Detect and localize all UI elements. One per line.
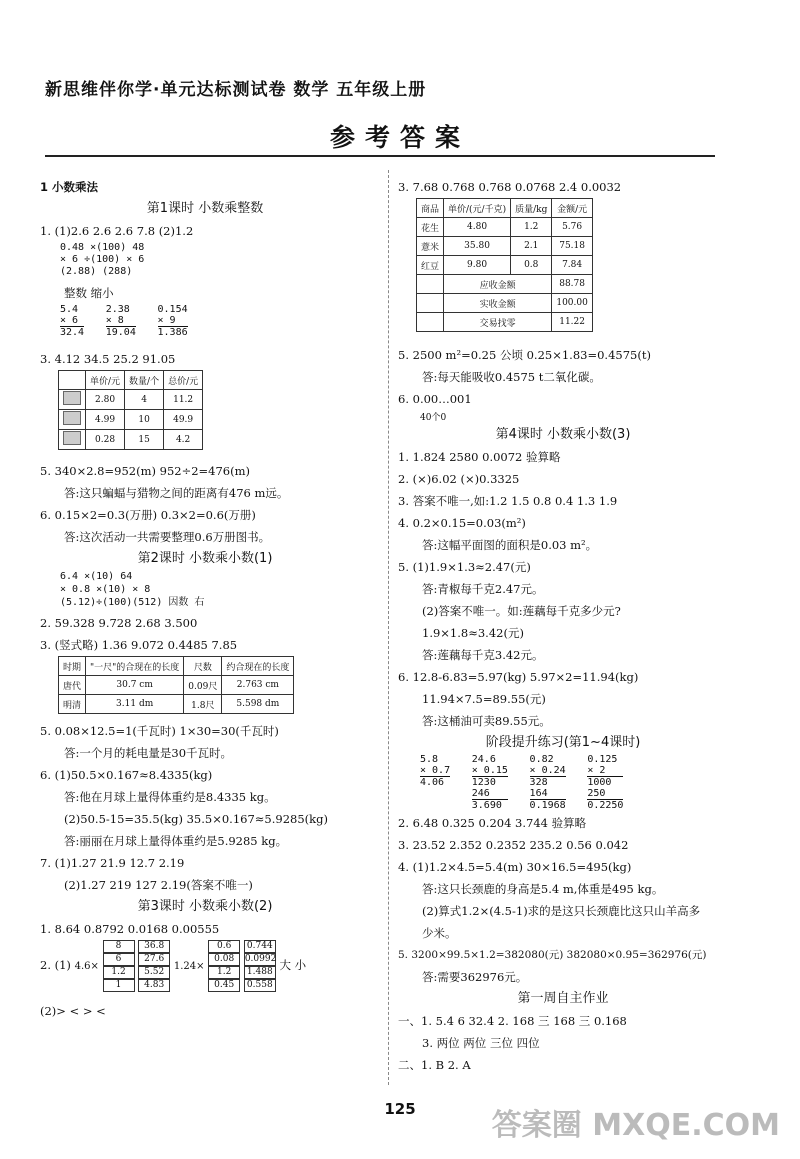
answer-line: (2)算式1.2×(4.5-1)求的是这只长颈鹿比这只山羊高多 — [422, 904, 701, 918]
price-table-wrap — [40, 370, 370, 460]
answer-line: 3. 7.68 0.768 0.768 0.0768 2.4 0.0032 — [398, 180, 622, 194]
answer-line: 5. 0.08×12.5=1(千瓦时) 1×30=30(千瓦时) — [40, 724, 279, 738]
section-week1: 第一周自主作业 — [517, 991, 609, 1006]
answer-line: 答:青椒每千克2.47元。 — [422, 582, 544, 596]
answer-line: 2. (×)6.02 (×)0.3325 — [398, 472, 520, 486]
item-icon — [63, 391, 81, 405]
answer-line: 答:一个月的耗电量是30千瓦时。 — [64, 746, 233, 760]
calc-line: (2.88) (288) — [60, 266, 133, 277]
answer-line: 答:需要362976元。 — [422, 970, 528, 984]
answer-line: 答:这只长颈鹿的身高是5.4 m,体重是495 kg。 — [422, 882, 664, 896]
section-lesson2: 第2课时 小数乘小数(1) — [137, 551, 273, 566]
answer-text: 大 小 — [279, 958, 307, 972]
unit-heading: 1 小数乘法 — [40, 180, 99, 194]
page-title: 参考答案 — [329, 123, 470, 152]
answer-line: 整数 缩小 — [64, 286, 114, 300]
header-rule — [45, 155, 715, 157]
ruler-table: 时期 "一尺"的合现在的长度 尺数 约合现在的长度 唐代 30.7 cm 0.09尺 2.763 cm 明清 3.11 dm 1.8尺 5.598 dm — [58, 656, 294, 714]
answer-line: 5. 3200×99.5×1.2=382080(元) 382080×0.95=362976(元) — [398, 949, 707, 961]
answer-line: 3. 两位 两位 三位 四位 — [422, 1036, 540, 1050]
answer-line: 11.94×7.5=89.55(元) — [422, 692, 546, 706]
answer-line: 2. 6.48 0.325 0.204 3.744 验算略 — [398, 816, 587, 830]
calc-row — [398, 754, 728, 812]
multiplier-label: 4.6× — [74, 961, 99, 972]
answer-line: 1. (1)2.6 2.6 2.6 7.8 (2)1.2 — [40, 224, 194, 238]
output-boxes: 36.8 27.6 5.52 4.83 — [138, 940, 170, 992]
grocery-table: 商品 单价/(元/千克) 质量/kg 金额/元 花生 4.80 1.2 5.76 薏米 35.80 2.1 75.18 红豆 9.80 0.8 7.84 应收金额 88.78 实收金额 100.00 交易找零 11.22 — [416, 198, 593, 332]
answer-line: 答:这次活动一共需要整理0.6万册图书。 — [64, 530, 271, 544]
vertical-calc: 5.8 × 0.7 4.06 — [420, 754, 451, 788]
column-divider — [388, 170, 389, 1085]
answer-line: 1.9×1.8≈3.42(元) — [422, 626, 524, 640]
calc-line: × 6 ÷(100) × 6 — [60, 254, 145, 265]
answer-line: 4. (1)1.2×4.5=5.4(m) 30×16.5=495(kg) — [398, 860, 632, 874]
answer-line: 3. (竖式略) 1.36 9.072 0.4485 7.85 — [40, 638, 238, 652]
multiplier-label: 1.24× — [173, 961, 205, 972]
answer-line: 一、1. 5.4 6 32.4 2. 168 三 168 三 0.168 — [398, 1014, 627, 1028]
answer-line: 5. 2500 m²=0.25 公顷 0.25×1.83=0.4575(t) — [398, 348, 651, 362]
book-header: 新思维伴你学·单元达标测试卷 数学 五年级上册 — [45, 80, 427, 100]
output-boxes: 0.744 0.0992 1.488 0.558 — [244, 941, 277, 990]
answer-line: 答:这幅平面图的面积是0.03 m²。 — [422, 538, 598, 552]
answer-line: 1. 8.64 0.8792 0.0168 0.00555 — [40, 922, 220, 936]
answer-line: (2)1.27 219 127 2.19(答案不唯一) — [64, 878, 253, 892]
answer-line: 1. 1.824 2580 0.0072 验算略 — [398, 450, 561, 464]
answer-line: 答:丽丽在月球上量得体重约是5.9285 kg。 — [64, 834, 288, 848]
left-column — [40, 176, 370, 1022]
answer-line: 6. 0.15×2=0.3(万册) 0.3×2=0.6(万册) — [40, 508, 256, 522]
vertical-calc: 0.82 × 0.24 328 164 0.1968 — [529, 754, 566, 811]
grocery-table-wrap — [398, 198, 728, 344]
item-icon — [63, 431, 81, 445]
vertical-calc: 2.38 × 8 19.04 — [105, 304, 136, 338]
answer-line: 4. 0.2×0.15=0.03(m²) — [398, 516, 526, 530]
box-diagram-row — [40, 940, 370, 1000]
answer-line: 少米。 — [422, 926, 457, 940]
answer-line: 二、1. B 2. A — [398, 1058, 471, 1072]
vertical-calc: 24.6 × 0.15 1230 246 3.690 — [471, 754, 508, 811]
answer-line: 3. 23.52 2.352 0.2352 235.2 0.56 0.042 — [398, 838, 629, 852]
answer-line: 2. 59.328 9.728 2.68 3.500 — [40, 616, 198, 630]
answer-line: 答:他在月球上量得体重约是8.4335 kg。 — [64, 790, 276, 804]
answer-line: 答:每天能吸收0.4575 t二氧化碳。 — [422, 370, 601, 384]
section-lesson3: 第3课时 小数乘小数(2) — [137, 899, 273, 914]
answer-line: 5. 340×2.8=952(m) 952÷2=476(m) — [40, 464, 250, 478]
right-column — [398, 176, 728, 1076]
input-boxes: 0.6 0.08 1.2 0.45 — [208, 940, 240, 992]
answer-label: 2. (1) — [40, 958, 71, 972]
vertical-calc: 0.154 × 9 1.386 — [157, 304, 188, 338]
answer-line: 6. 0.00…001 — [398, 392, 472, 406]
calc-block: 6.4 ×(10) 64 × 0.8 ×(10) × 8 (5.12)÷(100)(512) 因数 右 — [60, 571, 205, 608]
answer-line: 3. 答案不唯一,如:1.2 1.5 0.8 0.4 1.3 1.9 — [398, 494, 618, 508]
answer-line: (2)> < > < — [40, 1004, 106, 1018]
calc-row — [40, 304, 370, 348]
answer-line: 3. 4.12 34.5 25.2 91.05 — [40, 352, 176, 366]
answer-line: 答:这桶油可卖89.55元。 — [422, 714, 551, 728]
section-lesson4: 第4课时 小数乘小数(3) — [495, 427, 631, 442]
answer-line: 6. 12.8-6.83=5.97(kg) 5.97×2=11.94(kg) — [398, 670, 639, 684]
page-number: 125 — [384, 1100, 416, 1118]
vertical-calc: 0.125 × 2 1000 250 0.2250 — [587, 754, 624, 811]
answer-line: 6. (1)50.5×0.167≈8.4335(kg) — [40, 768, 213, 782]
price-table: 单价/元 数量/个 总价/元 2.80 4 11.2 4.99 10 49.9 0.28 15 4.2 — [58, 370, 203, 450]
answer-line: 答:莲藕每千克3.42元。 — [422, 648, 544, 662]
answer-line: 7. (1)1.27 21.9 12.7 2.19 — [40, 856, 185, 870]
section-stage-practice: 阶段提升练习(第1~4课时) — [485, 735, 641, 750]
zeros-note: 40个0 — [420, 413, 447, 423]
section-lesson1: 第1课时 小数乘整数 — [146, 201, 264, 216]
calc-line: 0.48 ×(100) 48 — [60, 242, 145, 253]
calc-block — [40, 242, 370, 282]
item-icon — [63, 411, 81, 425]
watermark-logo: 答案圈 MXQE.COM — [491, 1108, 780, 1143]
vertical-calc: 5.4 × 6 32.4 — [60, 304, 85, 338]
answer-line: (2)答案不唯一。如:莲藕每千克多少元? — [422, 604, 621, 618]
input-boxes: 8 6 1.2 1 — [103, 940, 135, 992]
answer-line: (2)50.5-15=35.5(kg) 35.5×0.167≈5.9285(kg) — [64, 812, 328, 826]
answer-line: 答:这只蝙蝠与猎物之间的距离有476 m远。 — [64, 486, 289, 500]
ruler-table-wrap — [40, 656, 370, 720]
answer-line: 5. (1)1.9×1.3≈2.47(元) — [398, 560, 531, 574]
